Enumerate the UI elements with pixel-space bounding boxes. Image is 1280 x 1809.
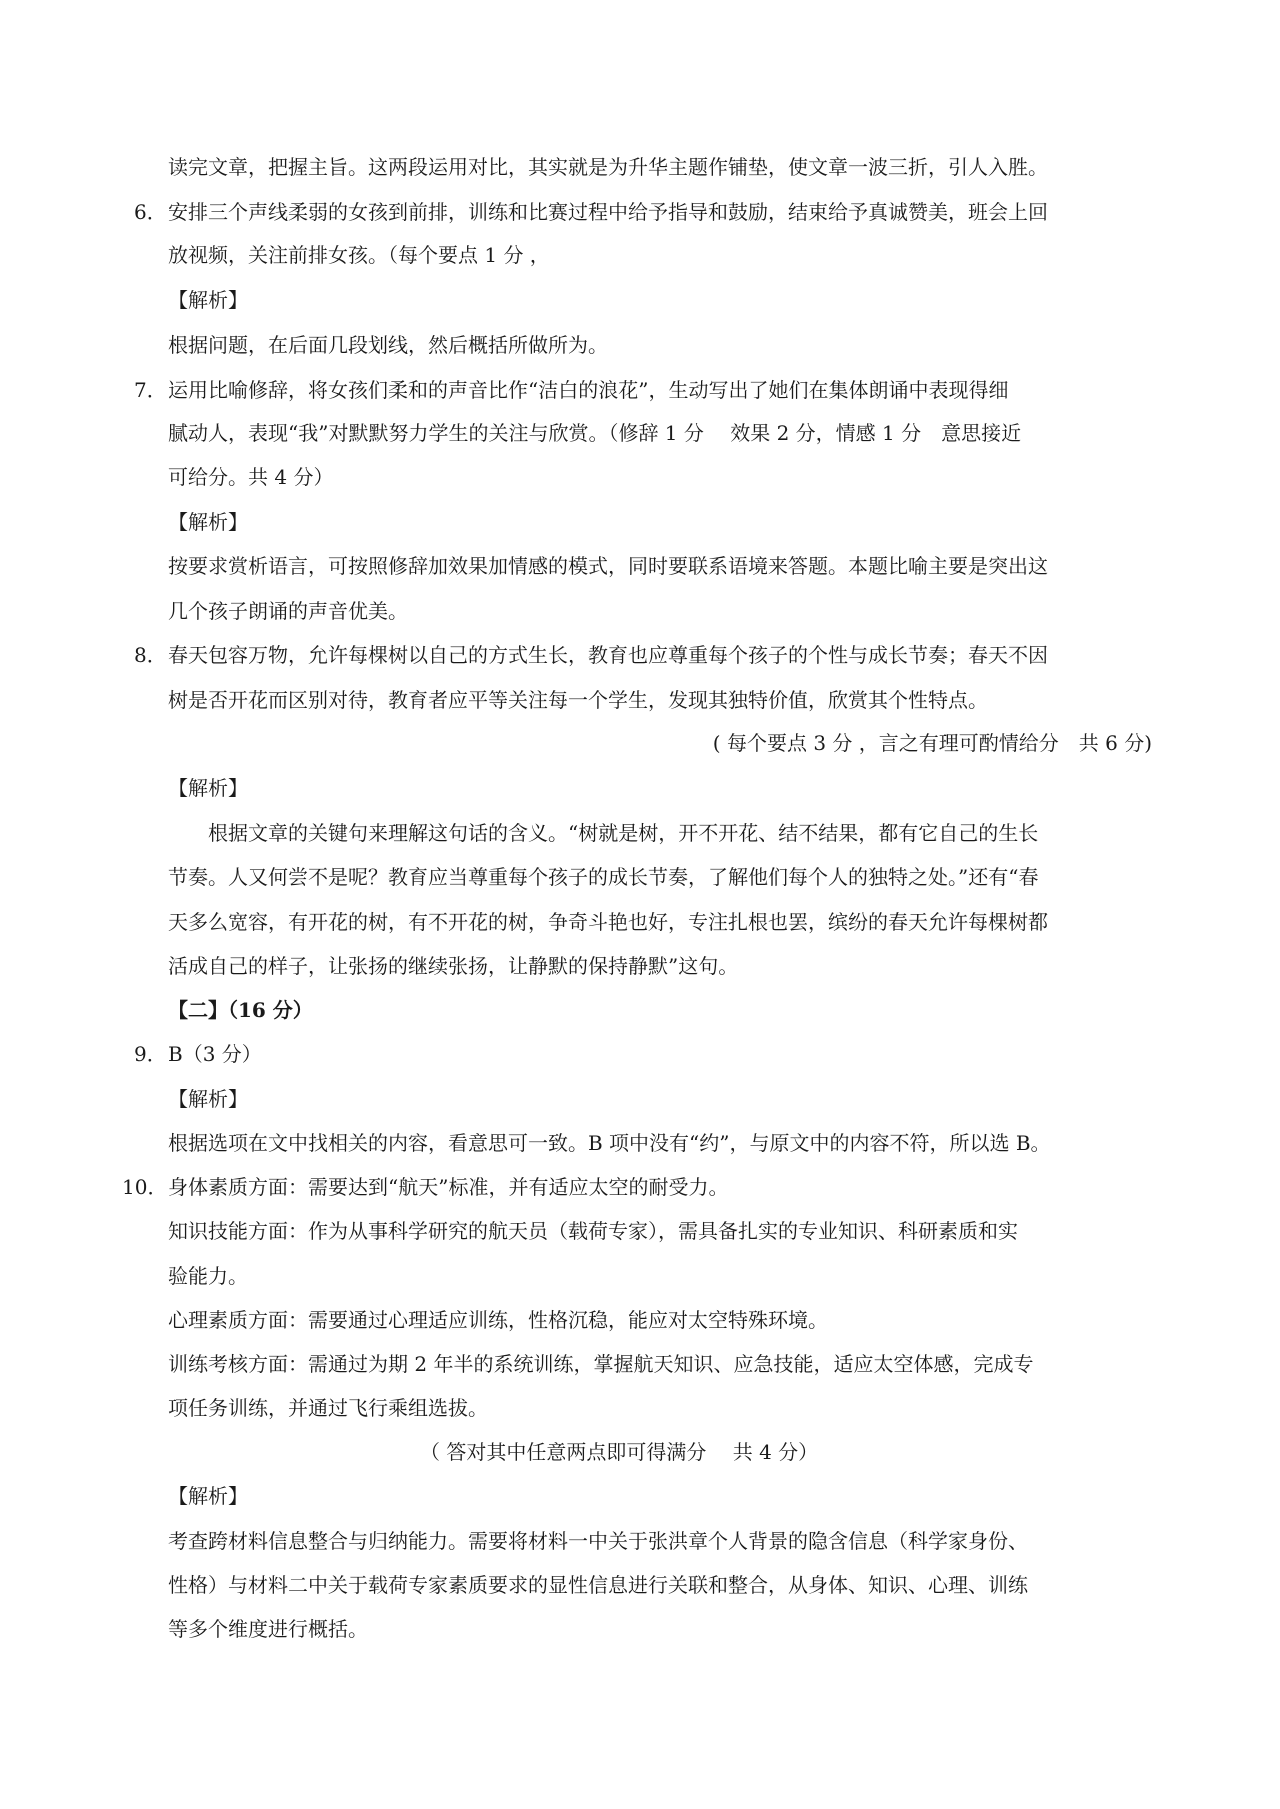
question-number-7: 7． — [134, 378, 167, 402]
question-number-6: 6． — [134, 200, 167, 224]
q7-line-2: 腻动人，表现“我”对默默努力学生的关注与欣赏。（修辞 1 分 效果 2 分，情感 1 分 意思接近 — [168, 421, 1022, 445]
q10-line-4: 心理素质方面：需要通过心理适应训练，性格沉稳，能应对太空特殊环境。 — [168, 1308, 828, 1332]
q10-score-note: （ 答对其中任意两点即可得满分 共 4 分） — [420, 1440, 819, 1464]
q10-line-2: 知识技能方面：作为从事科学研究的航天员（载荷专家），需具备扎实的专业知识、科研素质和实 — [168, 1219, 1018, 1243]
q10-line-3: 验能力。 — [168, 1264, 248, 1288]
q7-analysis-line-2: 几个孩子朗诵的声音优美。 — [168, 599, 408, 623]
q10-analysis-line-3: 等多个维度进行概括。 — [168, 1617, 368, 1641]
q6-line-1: 安排三个声线柔弱的女孩到前排，训练和比赛过程中给予指导和鼓励，结束给予真诚赞美，班会上回 — [168, 200, 1048, 224]
q8-line-2: 树是否开花而区别对待，教育者应平等关注每一个学生，发现其独特价值，欣赏其个性特点。 — [168, 688, 988, 712]
q6-analysis-label: 【解析】 — [168, 288, 248, 312]
q10-line-1: 身体素质方面：需要达到“航天”标准，并有适应太空的耐受力。 — [168, 1175, 729, 1199]
question-number-10: 10． — [122, 1175, 168, 1199]
q7-analysis-line-1: 按要求赏析语言，可按照修辞加效果加情感的模式，同时要联系语境来答题。本题比喻主要是突出这 — [168, 554, 1048, 578]
section-heading: 【二】（16 分） — [168, 998, 313, 1022]
question-number-9: 9． — [134, 1042, 167, 1066]
q8-line-1: 春天包容万物，允许每棵树以自己的方式生长，教育也应尊重每个孩子的个性与成长节奏；春天不因 — [168, 643, 1048, 667]
q8-analysis-line-4: 活成自己的样子，让张扬的继续张扬，让静默的保持静默”这句。 — [168, 954, 739, 978]
q9-analysis-label: 【解析】 — [168, 1087, 248, 1111]
q6-line-2: 放视频，关注前排女孩。（每个要点 1 分 ， — [168, 243, 550, 267]
q10-line-5: 训练考核方面：需通过为期 2 年半的系统训练，掌握航天知识、应急技能，适应太空体感，完成专 — [168, 1352, 1034, 1376]
q9-analysis-line-1: 根据选项在文中找相关的内容，看意思可一致。B 项中没有“约”，与原文中的内容不符，所以选 B。 — [168, 1131, 1051, 1155]
q10-analysis-line-2: 性格）与材料二中关于载荷专家素质要求的显性信息进行关联和整合，从身体、知识、心理、训练 — [168, 1573, 1028, 1597]
q8-analysis-line-3: 天多么宽容，有开花的树，有不开花的树，争奇斗艳也好，专注扎根也罢，缤纷的春天允许每棵树都 — [168, 910, 1048, 934]
q8-analysis-label: 【解析】 — [168, 776, 248, 800]
q7-line-3: 可给分。共 4 分） — [168, 465, 334, 489]
q8-analysis-line-2: 节奏。人又何尝不是呢？教育应当尊重每个孩子的成长节奏，了解他们每个人的独特之处。”还有“春 — [168, 865, 1039, 889]
q7-analysis-label: 【解析】 — [168, 510, 248, 534]
q10-analysis-line-1: 考查跨材料信息整合与归纳能力。需要将材料一中关于张洪章个人背景的隐含信息（科学家身份、 — [168, 1529, 1028, 1553]
q8-score-note: ( 每个要点 3 分 ，言之有理可酌情给分 共 6 分) — [712, 731, 1152, 755]
q10-line-6: 项任务训练，并通过飞行乘组选拔。 — [168, 1396, 488, 1420]
question-number-8: 8． — [134, 643, 167, 667]
intro-line: 读完文章，把握主旨。这两段运用对比，其实就是为升华主题作铺垫，使文章一波三折，引人入胜。 — [168, 155, 1048, 179]
q9-answer: B（3 分） — [168, 1042, 262, 1066]
q8-analysis-line-1: 根据文章的关键句来理解这句话的含义。“树就是树，开不开花、结不结果，都有它自己的生长 — [208, 821, 1039, 845]
q7-line-1: 运用比喻修辞，将女孩们柔和的声音比作“洁白的浪花”，生动写出了她们在集体朗诵中表现得细 — [168, 378, 1009, 402]
q6-analysis-line-1: 根据问题，在后面几段划线，然后概括所做所为。 — [168, 333, 608, 357]
q10-analysis-label: 【解析】 — [168, 1484, 248, 1508]
